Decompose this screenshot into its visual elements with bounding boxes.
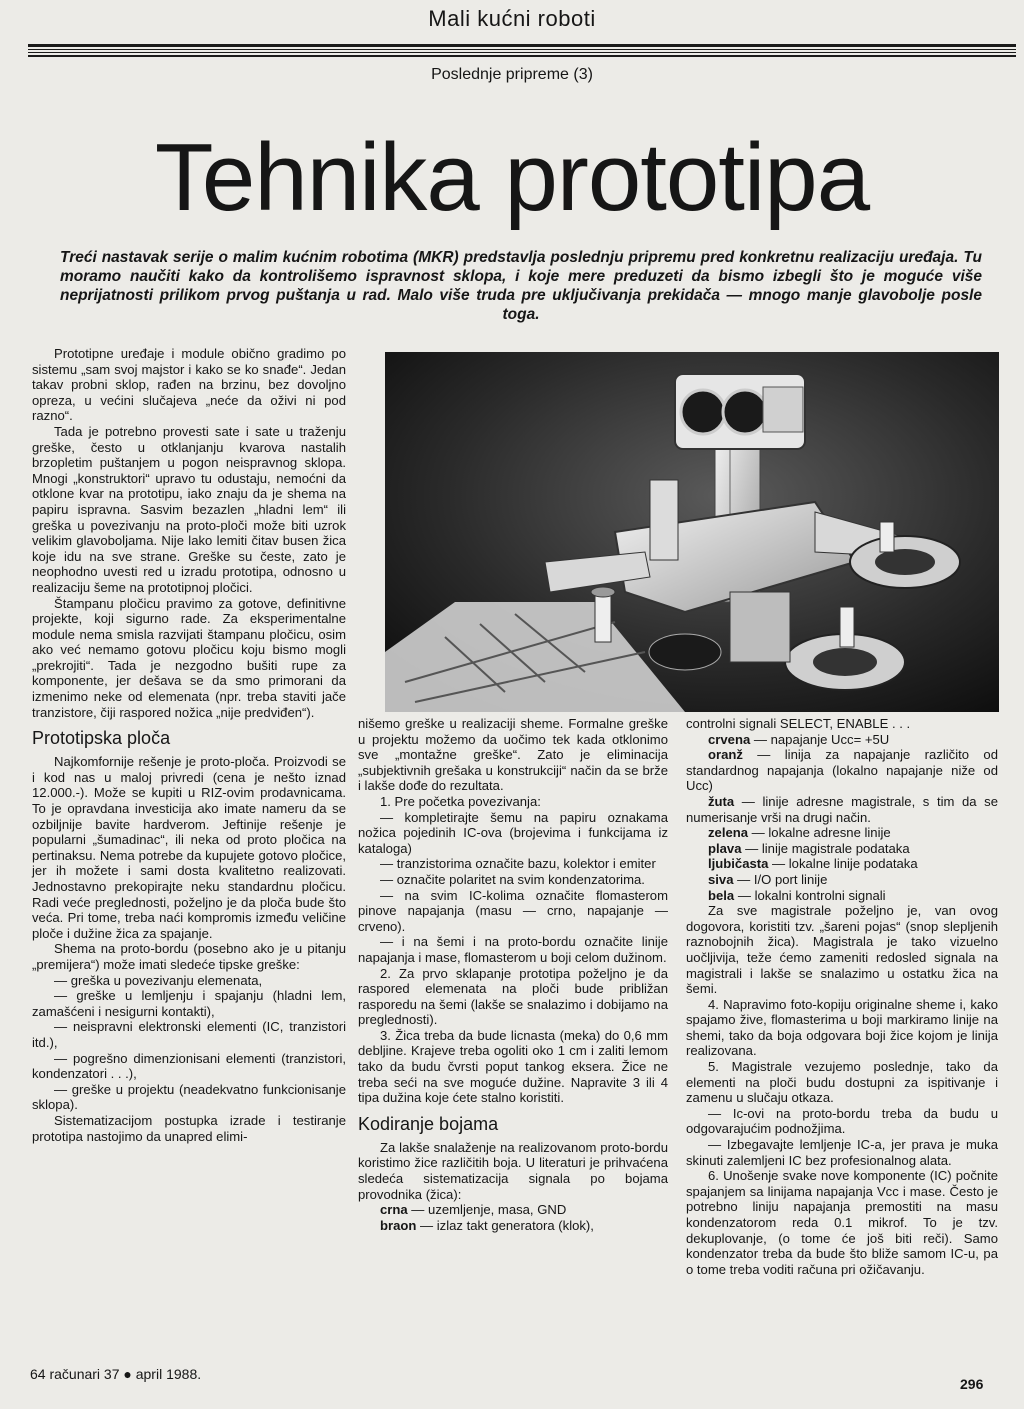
series-subtitle: Poslednje pripreme (3): [431, 66, 593, 83]
color-code-green: [686, 825, 998, 841]
col3-paragraph: 4. Napravimo foto-kopiju originalne sheme i, kako spajamo žive, flomasterima u boji markiramo linije na shemi, tako da boja odgovara boji žice kojom je linija realizovana.: [686, 996, 998, 1059]
col3-list-item: — Ic-ovi na proto-bordu treba da budu u odgovarajućim podnožjima.: [686, 1105, 998, 1137]
col2-paragraph: nišemo greške u realizaciji sheme. Formalne greške u projektu možemo da uočimo tek kada otklonimo sve „montažne greške“. Zato je eliminacija „subjektivnih grešaka u konstrukciji“ način da se brže i lakše dođe do rezultata.: [358, 716, 668, 794]
col1-list-item: — greške u lemljenju i spajanju (hladni lem, zamašćeni i nesigurni kontakti),: [32, 988, 346, 1019]
color-name: zelena: [708, 825, 749, 841]
col1-paragraph: Najkomfornije rešenje je proto-ploča. Proizvodi se i kod nas u maloj privredi (cena je nešto iznad 12.000.-). Može se kupiti u RIZ-ovim prodavnicama. To je opravdana investicija ako imate nameru da se ozbiljnije bavite hardverom. Jeftinije rešenje je popularni „šumadinac“, ili neka od proto pločica na pertinaksu. Nema potrebe da kupujete gotovo pločice, jer ih možete i sami dosta kvalitetno realizovati. Jednostavno prekopirajte neku standardnu pločicu. Radi veće preglednosti, poželjno je da ploča bude što veća. Pri tome, treba naći kompromis između veličine ploče i dužine žica za spajanje.: [32, 754, 346, 941]
color-code-brown: [358, 1218, 668, 1234]
color-meaning: — lokalne adresne linije: [748, 825, 891, 841]
column-1: [32, 346, 346, 1144]
color-code-blue: [686, 841, 998, 857]
color-code-purple: [686, 856, 998, 872]
header-rule-mid: [28, 49, 1016, 50]
color-name: plava: [708, 840, 742, 856]
robot-photo: [385, 352, 999, 712]
color-meaning: — linije magistrale podataka: [741, 840, 910, 856]
color-code-gray: [686, 872, 998, 888]
col3-list-item: — Izbegavajte lemljenje IC-a, jer prava je muka skinuti zalemljeni IC bez profesionalnog alata.: [686, 1137, 998, 1168]
col1-list-item: — greške u projektu (neadekvatno funkcionisanje sklopa).: [32, 1081, 346, 1113]
color-name: braon: [380, 1217, 417, 1233]
col2-paragraph: 2. Za prvo sklapanje prototipa poželjno je da raspored elemenata na ploči bude približan rasporedu na šemi (lakše se snalazimo i dobijamo na preglednosti).: [358, 965, 668, 1028]
color-name: crvena: [708, 731, 751, 747]
col1-list-item: — pogrešno dimenzionisani elementi (tranzistori, kondenzatori . . .),: [32, 1050, 346, 1082]
header-rule-top: [28, 44, 1016, 47]
col2-list-item: — tranzistorima označite bazu, kolektor i emiter: [380, 856, 656, 872]
color-meaning: — napajanje Ucc= +5U: [750, 731, 890, 747]
color-name: siva: [708, 871, 734, 887]
col2-list-item: — na svim IC-kolima označite flomasterom pinove napajanja (masu — crno, napajanje — crveno).: [358, 887, 668, 934]
lead-paragraph: Treći nastavak serije o malim kućnim robotima (MKR) predstavlja poslednju pripremu pred konkretnu realizaciju uređaja. Tu moramo naučiti kako da kontrolišemo ispravnost sklopa, i koje mere preduzeti da bismo izbegli što je moguće više neprijatnosti prilikom prvog puštanja u rad. Malo više truda pre uključivanja prekidača — mnogo manje glavobolje posle toga.: [60, 249, 982, 323]
color-name: ljubičasta: [708, 856, 769, 872]
robot-illustration: [385, 352, 999, 712]
color-meaning: — I/O port linije: [733, 871, 828, 887]
header-rule-low: [28, 52, 1016, 53]
color-name: crna: [380, 1202, 408, 1218]
color-code-black: [358, 1202, 668, 1218]
color-code-red: [686, 732, 998, 748]
col3-paragraph: Za sve magistrale poželjno je, van ovog dogovora, koristiti tzv. „šareni pojas“ (snop slepljenih raznobojnih žica). Magistrala je tako vizuelno uočljivija, teže ćemo zameniti redosled signala na magistrali i lakše se snalazimo u ostatku žica na šemi.: [686, 903, 998, 997]
col1-paragraph: Sistematizacijom postupka izrade i testiranje prototipa nastojimo da unapred elimi-: [32, 1112, 346, 1144]
color-meaning: — linije adresne magistrale, s tim da se numerisanje vrši na drugi način.: [686, 793, 998, 825]
section-label: Mali kućni roboti: [428, 6, 596, 31]
col1-paragraph: Prototipne uređaje i module obično gradimo po sistemu „sam svoj majstor i kako se ko snađe“. Jedan takav probni sklop, rađen na brzinu, bez dovoljno opreza, u većini slučajeva „neće da oživi ni pod razno“.: [32, 346, 346, 424]
section-heading-proto-board: Prototipska ploča: [32, 728, 171, 749]
header-rule-bottom: [28, 55, 1016, 57]
col1-paragraph: Štampanu pločicu pravimo za gotove, definitivne projekte, koji sigurno rade. Za eksperimentalne module nema smisla razvijati štampanu pločicu, osim ako već nemamo gotovu pločicu koju bismo mogli „prekrojiti“. Tada je nezgodno bušiti rupe za komponente, jer dešava se da smo primorani da izmenimo neke od elemenata (npr. treba staviti jače tranzistore, čiji raspored nožica „nije predviđen“).: [32, 595, 346, 720]
page-footer-issue: 64 računari 37 ● april 1988.: [30, 1366, 202, 1382]
color-meaning: — linija za napajanje različito od standardnog napajanja (lokalno napajanje niže od Ucc): [686, 747, 998, 794]
color-meaning: — lokalni kontrolni signali: [734, 887, 886, 903]
page-number: 296: [960, 1376, 984, 1392]
color-meaning: — izlaz takt generatora (klok),: [416, 1217, 594, 1233]
col3-paragraph: controlni signali SELECT, ENABLE . . .: [686, 716, 911, 731]
color-meaning: — uzemljenje, masa, GND: [407, 1202, 567, 1218]
column-2: [358, 716, 668, 1233]
col3-paragraph: 5. Magistrale vezujemo poslednje, tako da elementi na ploči budu dostupni za ispitivanje i zamenu u slučaju otkaza.: [686, 1059, 998, 1106]
column-3: [686, 716, 998, 1277]
col1-list-item: — neispravni elektronski elementi (IC, tranzistori itd.),: [32, 1019, 346, 1050]
article-title: Tehnika prototipa: [154, 124, 870, 231]
col2-list-item: — označite polaritet na svim kondenzatorima.: [380, 871, 645, 887]
section-heading-color-coding: Kodiranje bojama: [358, 1113, 499, 1134]
color-code-orange: [686, 747, 998, 794]
col2-paragraph: 1. Pre početka povezivanja:: [380, 793, 541, 809]
color-name: žuta: [708, 793, 735, 809]
color-name: oranž: [708, 747, 743, 763]
color-code-white: [686, 888, 998, 904]
col2-paragraph: 3. Žica treba da bude licnasta (meka) do 0,6 mm debljine. Krajeve treba ogoliti oko 1 cm i zaliti lemom tako da budu čvrsti poput tankog eksera. Žice ne treba seći na sve moguće dužine. Napravite 3 ili 4 tipa dužina koje ćete stalno koristiti.: [358, 1027, 668, 1106]
color-code-yellow: [686, 794, 998, 825]
col2-list-item: — i na šemi i na proto-bordu označite linije napajanja i mase, flomasterom u boji celom dužinom.: [358, 934, 668, 965]
col3-paragraph: 6. Unošenje svake nove komponente (IC) počnite spajanjem sa linijama napajanja Vcc i mase. Često je potrebno liniju napajanja premostiti na masu kondenzatorom reda 0.1 mikrof. To je tzv. dekuplovanje, (o tome će još biti reči). Samo kondenzator treba da bude što bliže samom IC-u, pa o tome treba voditi računa pri ožičavanju.: [686, 1168, 998, 1277]
color-name: bela: [708, 887, 735, 903]
col2-list-item: — kompletirajte šemu na papiru oznakama nožica pojedinih IC-ova (brojevima i funkcijama iz kataloga): [358, 809, 668, 856]
col1-list-item: — greška u povezivanju elemenata,: [54, 972, 263, 988]
col1-paragraph: Shema na proto-bordu (posebno ako je u pitanju „premijera“) može imati sledeće tipske greške:: [32, 941, 346, 972]
col2-paragraph: Za lakše snalaženje na realizovanom proto-bordu koristimo žice različitih boja. U literaturi je prihvaćena sledeća sistematizacija signala po bojama provodnika (žica):: [358, 1139, 668, 1202]
color-meaning: — lokalne linije podataka: [768, 856, 918, 872]
col1-paragraph: Tada je potrebno provesti sate i sate u traženju greške, često u otklanjanju kvarova nastalih brzopletim puštanjem u pogon neispravnog sklopa. Mnogi „konstruktori“ upravo tu odustaju, nemoćni da otklone kvar na prototipu, iako znaju da je shema na papiru ispravna. Sasvim bezazlen „hladni lem“ ili greška u povezivanju na proto-ploči može biti uzrok velikim glavoboljama. Nije lako lemiti čitav busen žica koje idu na sve strane. Greške su česte, zato je neophodno uvesti red u izradu prototipa, odnosno u realizaciju šeme na prototipnoj pločici.: [32, 423, 346, 595]
